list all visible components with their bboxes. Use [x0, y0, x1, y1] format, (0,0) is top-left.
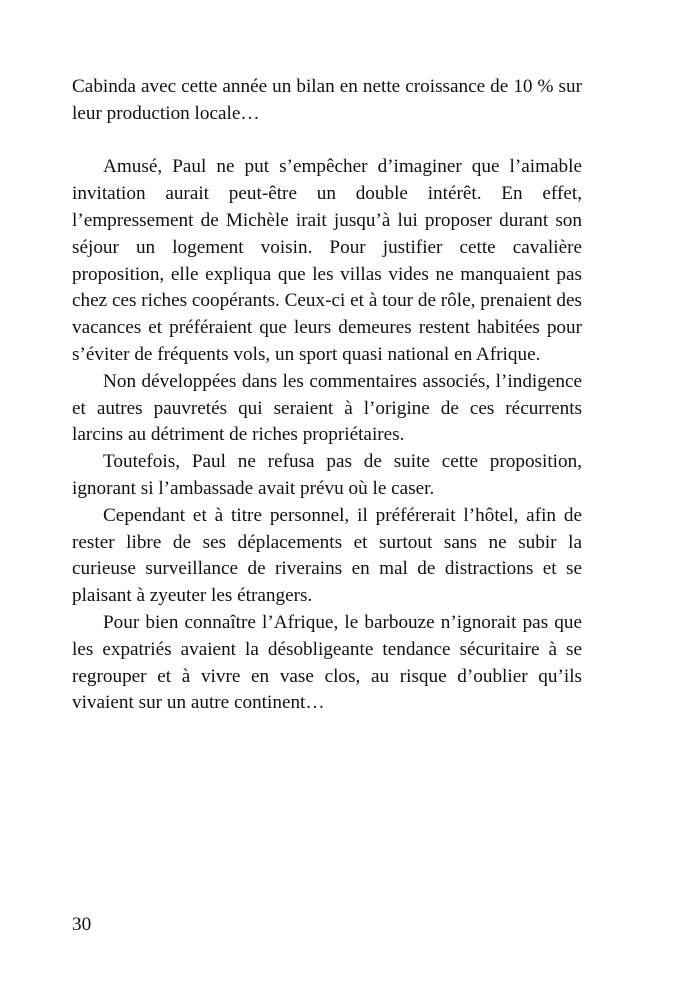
page-body	[72, 74, 582, 717]
paragraph-continuation: Cabinda avec cette année un bilan en nette croissance de 10 % sur leur production locale…	[72, 76, 582, 124]
paragraph-commentaires: Non développées dans les commentaires associés, l’indigence et autres pauvretés qui seraient à l’origine de ces récurrents larcins au détriment de riches propriétaires.	[72, 370, 582, 446]
paragraph-expatries: Pour bien connaître l’Afrique, le barbouze n’ignorait pas que les expatriés avaient la désobligeante tendance sécuritaire à se regrouper et à vivre en vase clos, au risque d’oublier qu’ils vivaient sur un autre continent…	[72, 611, 582, 714]
paragraph-proposition: Toutefois, Paul ne refusa pas de suite cette proposition, ignorant si l’ambassade avait prévu où le caser.	[72, 451, 582, 499]
paragraph-invitation: Amusé, Paul ne put s’empêcher d’imaginer que l’aimable invitation aurait peut-être un double intérêt. En effet, l’empressement de Michèle irait jusqu’à lui proposer durant son séjour un logement voisin. Pour justifier cette cavalière proposition, elle expliqua que les villas vides ne manquaient pas chez ces riches coopérants. Ceux-ci et à tour de rôle, prenaient des vacances et préféraient que leurs demeures restent habitées pour s’éviter de fréquents vols, un sport quasi national en Afrique.	[72, 156, 582, 365]
paragraph-hotel: Cependant et à titre personnel, il préférerait l’hôtel, afin de rester libre de ses déplacements et surtout sans ne subir la curieuse surveillance de riverains en mal de distractions et se plaisant à zyeuter les étrangers.	[72, 504, 582, 607]
page-number: 30	[72, 914, 92, 935]
